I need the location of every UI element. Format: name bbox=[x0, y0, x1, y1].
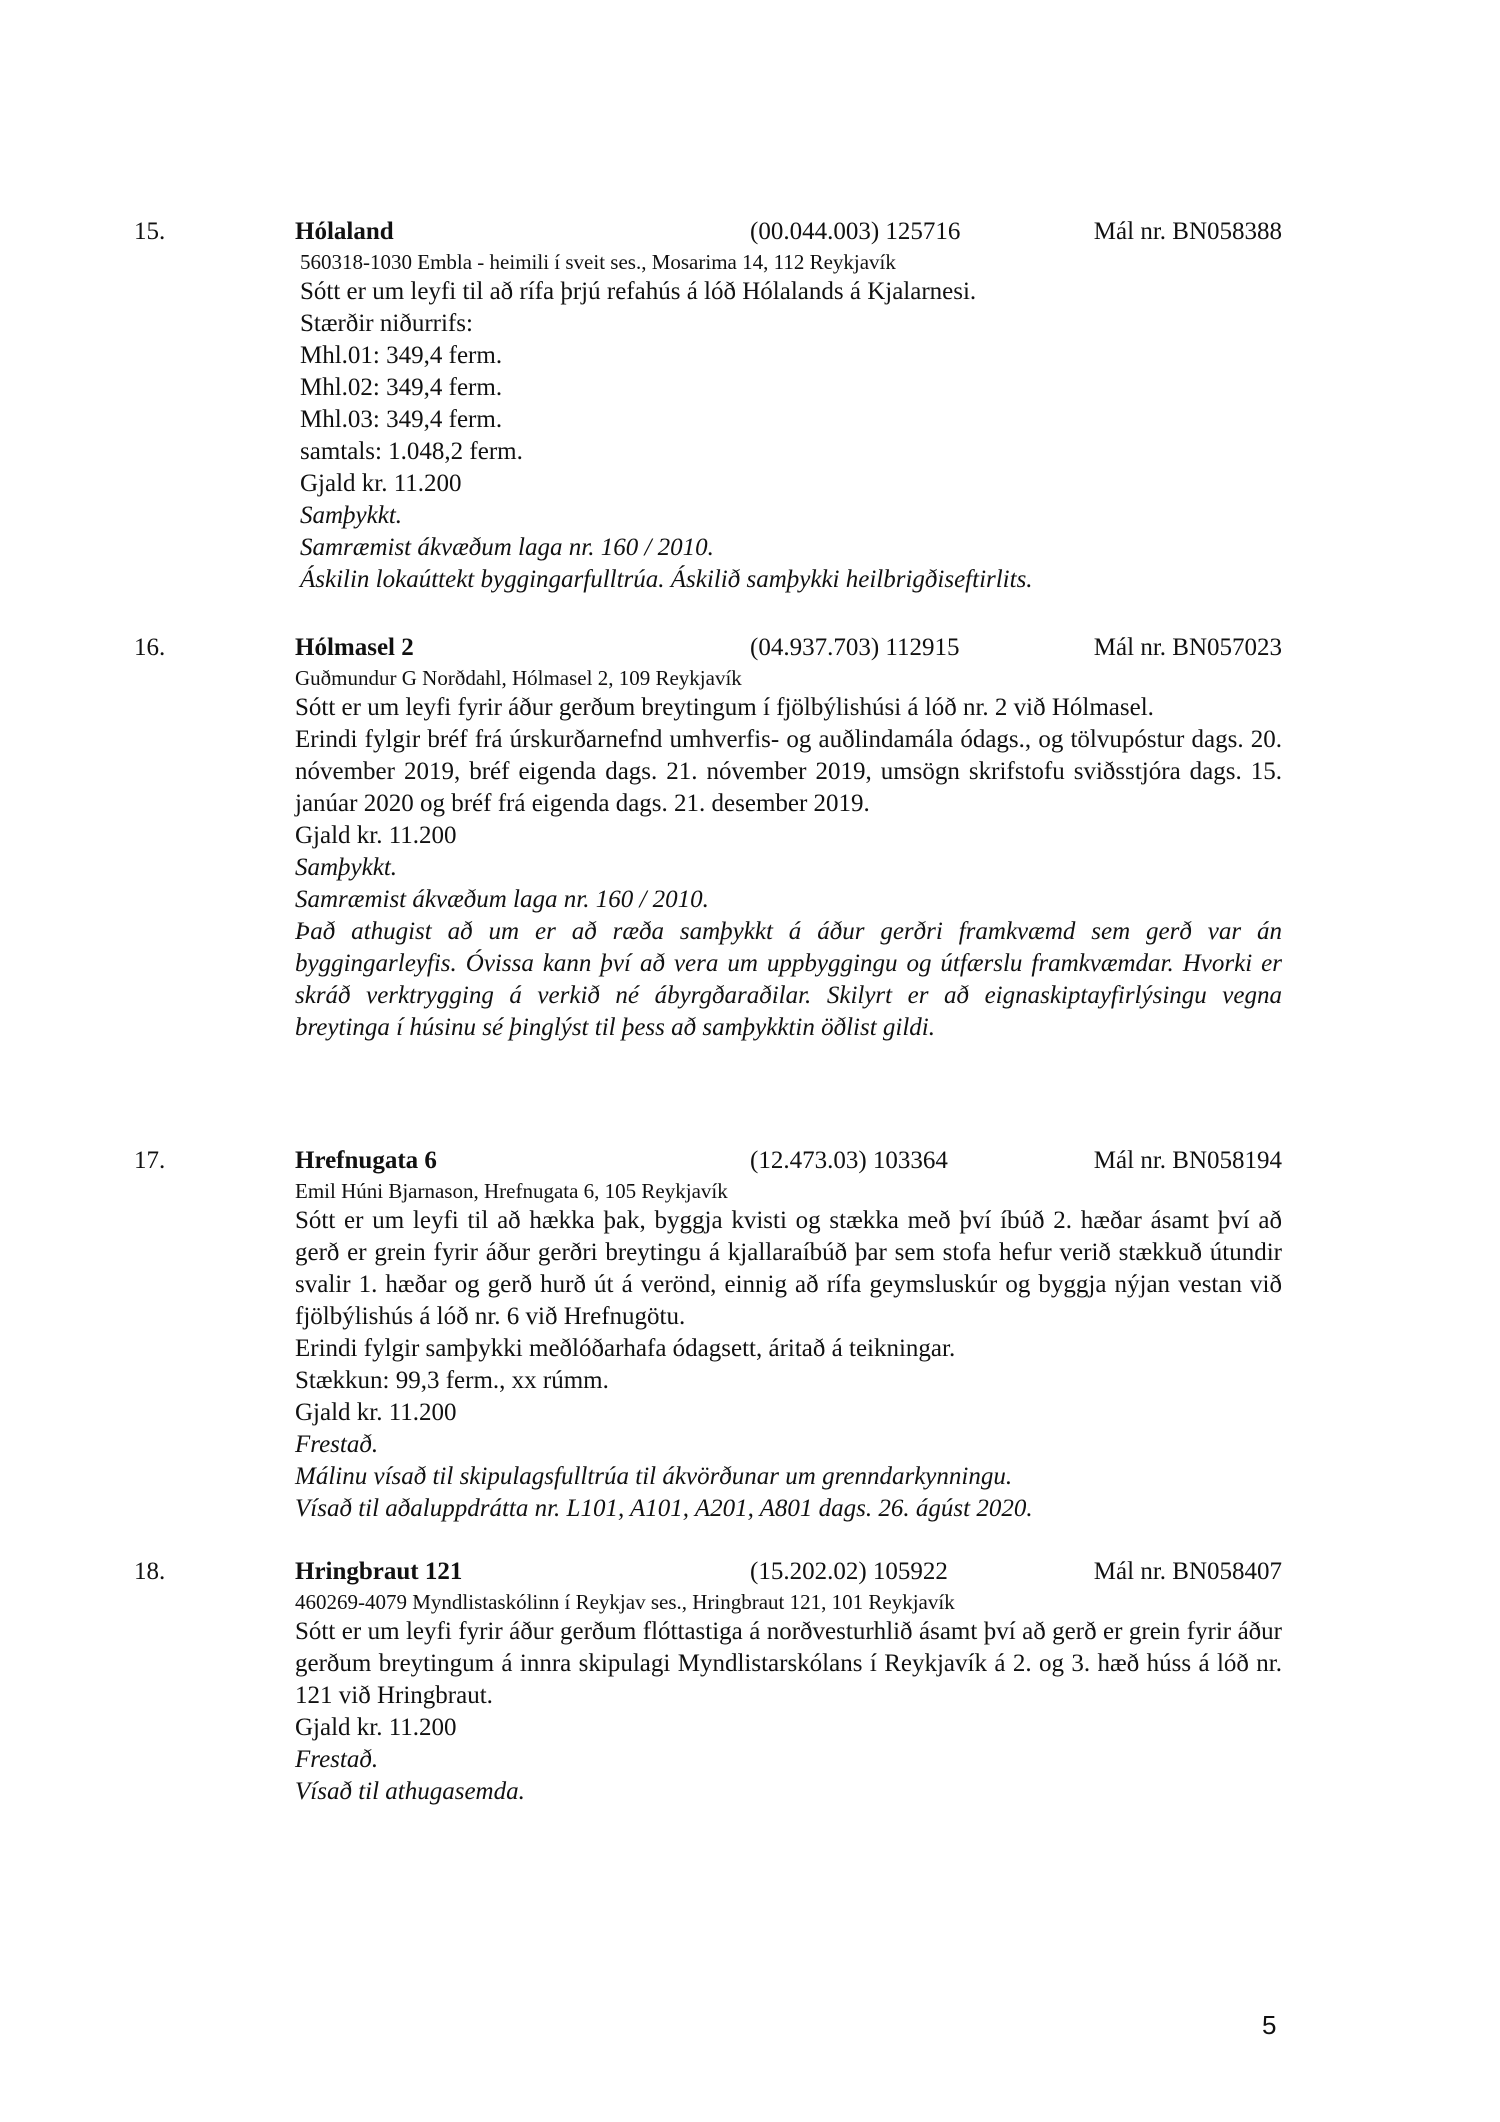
page-number: 5 bbox=[1262, 2010, 1277, 2040]
decision-note: Samræmist ákvæðum laga nr. 160 / 2010. bbox=[295, 886, 709, 913]
detail-line: Mhl.02: 349,4 ferm. bbox=[300, 374, 503, 401]
decision-note: Áskilin lokaúttekt byggingarfulltrúa. Áskilið samþykki heilbrigðiseftirlits. bbox=[300, 566, 1033, 593]
item-number: 17. bbox=[134, 1147, 166, 1174]
item-title: Hrefnugata 6 bbox=[295, 1147, 437, 1174]
fee: Gjald kr. 11.200 bbox=[295, 1399, 457, 1426]
description: Sótt er um leyfi fyrir áður gerðum flóttastiga á norðvesturhlið ásamt því að gerð er grein fyrir áður gerðum breytingum á innra skipulagi Myndlistarskólans í Reykjavík á 2. og 3. hæð húss á lóð nr. 121 við Hringbraut. bbox=[295, 1618, 1282, 1709]
item-number: 16. bbox=[134, 634, 166, 661]
item-title: Hringbraut 121 bbox=[295, 1558, 463, 1585]
description: Sótt er um leyfi fyrir áður gerðum breytingum í fjölbýlishúsi á lóð nr. 2 við Hólmasel. bbox=[295, 694, 1154, 721]
item-reference: (12.473.03) 103364 bbox=[750, 1147, 948, 1174]
item-number: 15. bbox=[134, 218, 166, 245]
detail-line: Stærðir niðurrifs: bbox=[300, 310, 473, 337]
applicant: 560318-1030 Embla - heimili í sveit ses., Mosarima 14, 112 Reykjavík bbox=[300, 250, 896, 274]
applicant: 460269-4079 Myndlistaskólinn í Reykjav ses., Hringbraut 121, 101 Reykjavík bbox=[295, 1590, 955, 1614]
item-reference: (00.044.003) 125716 bbox=[750, 218, 961, 245]
case-number: Mál nr. BN057023 bbox=[1093, 634, 1282, 661]
detail-line: samtals: 1.048,2 ferm. bbox=[300, 438, 523, 465]
decision-note: Málinu vísað til skipulagsfulltrúa til ákvörðunar um grenndarkynningu. bbox=[295, 1463, 1013, 1490]
decision-note: Vísað til aðaluppdrátta nr. L101, A101, A201, A801 dags. 26. ágúst 2020. bbox=[295, 1495, 1033, 1522]
decision: Samþykkt. bbox=[300, 502, 403, 529]
decision-note: Vísað til athugasemda. bbox=[295, 1778, 525, 1805]
item-title: Hólaland bbox=[295, 218, 394, 245]
fee: Gjald kr. 11.200 bbox=[300, 470, 462, 497]
applicant: Guðmundur G Norðdahl, Hólmasel 2, 109 Reykjavík bbox=[295, 666, 742, 690]
description-attachments: Erindi fylgir bréf frá úrskurðarnefnd umhverfis- og auðlindamála ódags., og tölvupóstur dags. 20. nóvember 2019, bréf eigenda dags. 21. nóvember 2019, umsögn skrifstofu sviðsstjóra dags. 15. janúar 2020 og bréf frá eigenda dags. 21. desember 2019. bbox=[295, 726, 1282, 817]
decision-note: Samræmist ákvæðum laga nr. 160 / 2010. bbox=[300, 534, 714, 561]
case-number: Mál nr. BN058194 bbox=[1093, 1147, 1282, 1174]
detail-line: Mhl.03: 349,4 ferm. bbox=[300, 406, 503, 433]
decision: Frestað. bbox=[295, 1746, 379, 1773]
description: Sótt er um leyfi til að rífa þrjú refahús á lóð Hólalands á Kjalarnesi. bbox=[300, 278, 977, 305]
item-reference: (04.937.703) 112915 bbox=[750, 634, 960, 661]
case-number: Mál nr. BN058407 bbox=[1093, 1558, 1282, 1585]
decision: Samþykkt. bbox=[295, 854, 398, 881]
fee: Gjald kr. 11.200 bbox=[295, 1714, 457, 1741]
item-reference: (15.202.02) 105922 bbox=[750, 1558, 948, 1585]
detail-line: Mhl.01: 349,4 ferm. bbox=[300, 342, 503, 369]
description: Sótt er um leyfi til að hækka þak, byggja kvisti og stækka með því íbúð 2. hæðar ásamt því að gerð er grein fyrir áður gerðri breytingu á kjallaraíbúð þar sem stofa hefur verið stækkuð útundir svalir 1. hæðar og gerð hurð út á verönd, einnig að rífa geymsluskúr og byggja nýjan vestan við fjölbýlishús á lóð nr. 6 við Hrefnugötu. bbox=[295, 1207, 1282, 1330]
decision: Frestað. bbox=[295, 1431, 379, 1458]
case-number: Mál nr. BN058388 bbox=[1093, 218, 1282, 245]
detail-line: Stækkun: 99,3 ferm., xx rúmm. bbox=[295, 1367, 609, 1394]
item-title: Hólmasel 2 bbox=[295, 634, 414, 661]
item-number: 18. bbox=[134, 1558, 166, 1585]
applicant: Emil Húni Bjarnason, Hrefnugata 6, 105 Reykjavík bbox=[295, 1179, 728, 1203]
detail-line: Erindi fylgir samþykki meðlóðarhafa ódagsett, áritað á teikningar. bbox=[295, 1335, 956, 1362]
decision-remark: Það athugist að um er að ræða samþykkt á áður gerðri framkvæmd sem gerð var án byggingarleyfis. Óvissa kann því að vera um uppbyggingu og útfærslu framkvæmdar. Hvorki er skráð verktrygging á verkið né ábyrgðaraðilar. Skilyrt er að eignaskiptayfirlýsingu vegna breytinga í húsinu sé þinglýst til þess að samþykktin öðlist gildi. bbox=[295, 918, 1282, 1041]
fee: Gjald kr. 11.200 bbox=[295, 822, 457, 849]
